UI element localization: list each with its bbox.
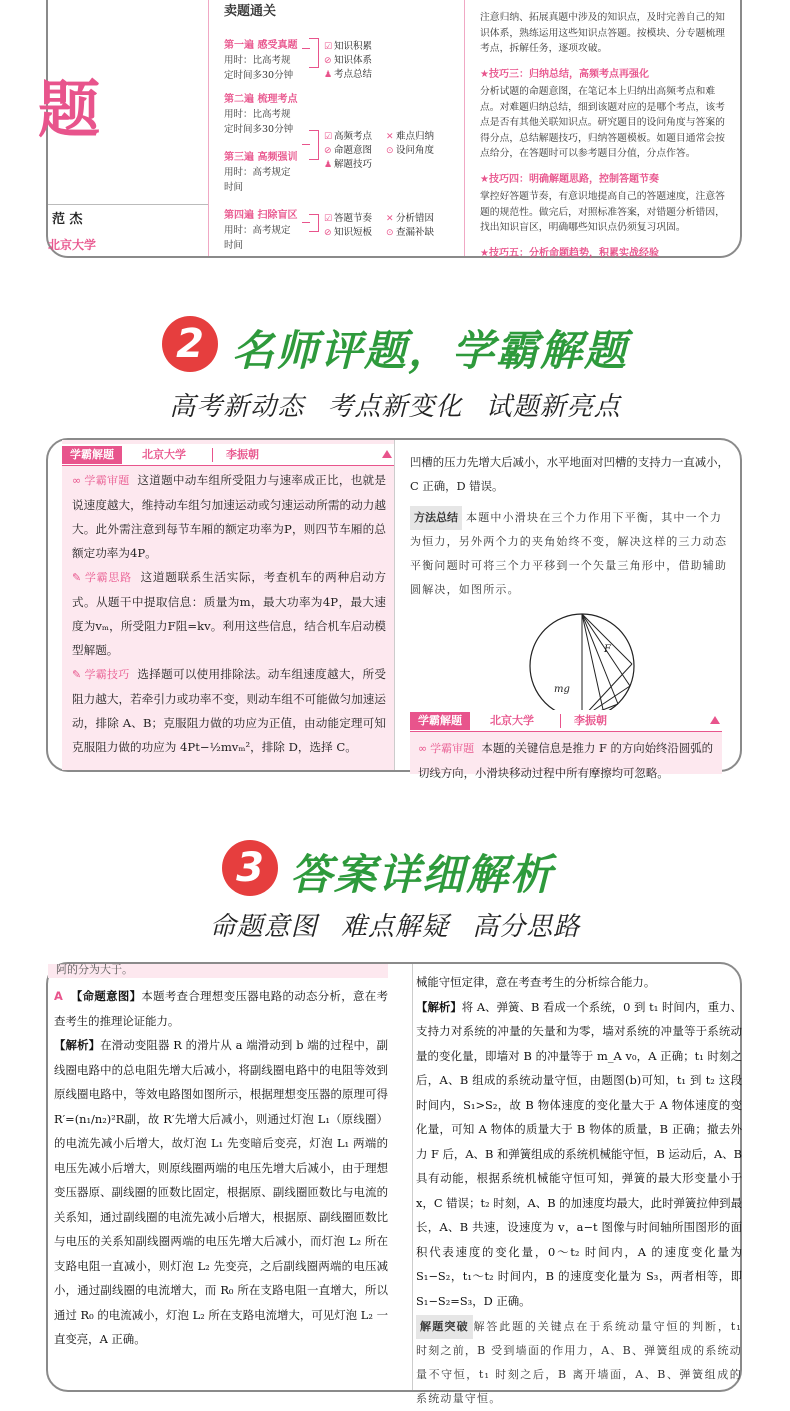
triangle-icon bbox=[710, 716, 720, 724]
paragraph: 械能守恒定律，意在考查考生的分析综合能力。 bbox=[416, 975, 656, 989]
round-time: 时间 bbox=[224, 182, 244, 193]
paragraph: 这道题联系生活实际，考查机车的两种启动方式。从题干中提取信息：质量为m，最大功率为4P，最大速度为vₘ，所受阻力F阻=kv。利用这些信息，结合机车启动模型解题。 bbox=[72, 570, 386, 657]
label-review: ∞ 学霸审题 bbox=[72, 474, 130, 487]
check-icon: ☑ bbox=[324, 132, 333, 142]
answer-right-column bbox=[416, 964, 742, 1405]
divider bbox=[412, 964, 413, 1390]
cut-text: 阿的分为大于。 bbox=[48, 964, 388, 978]
analysis-label: 【解析】 bbox=[416, 999, 462, 1014]
breakthrough-label: 解题突破 bbox=[416, 1315, 473, 1339]
round-time: 用时：高考规定 bbox=[224, 167, 291, 178]
item-fill-gap: ⊙ 查漏补缺 bbox=[386, 227, 435, 238]
bracket bbox=[309, 214, 319, 232]
people-icon: ♟ bbox=[324, 160, 333, 170]
item-high-freq: ☑ 高频考点 bbox=[324, 131, 373, 142]
solution-breakthrough bbox=[416, 1315, 742, 1411]
round-time: 定时间多30分钟 bbox=[224, 70, 294, 81]
divider bbox=[212, 448, 213, 462]
cross-icon: ✕ bbox=[386, 132, 394, 142]
tag-label: 学霸解题 bbox=[410, 712, 470, 730]
label-mg: mg bbox=[554, 684, 570, 695]
section-title: 名师评题，学霸解题 bbox=[232, 326, 629, 375]
circle-icon: ⊙ bbox=[386, 228, 394, 238]
round-time: 用时：比高考规 bbox=[224, 55, 291, 66]
answer-text bbox=[48, 978, 388, 1352]
round-title: 第四遍 扫除盲区 bbox=[224, 210, 298, 221]
round-4 bbox=[224, 206, 306, 253]
round-3 bbox=[224, 148, 306, 195]
check-icon: ☑ bbox=[324, 42, 333, 52]
solution-right-column bbox=[410, 440, 730, 780]
round-title: 第一遍 感受真题 bbox=[224, 40, 298, 51]
pen-icon: ✎ bbox=[72, 571, 82, 584]
divider bbox=[48, 204, 208, 205]
section-2-heading bbox=[0, 314, 790, 374]
item-weakness: ⊘ 知识短板 bbox=[324, 227, 373, 238]
author-school: 北京大学 bbox=[48, 238, 97, 252]
tag-school: 北京大学 bbox=[490, 714, 534, 727]
tip-4 bbox=[480, 172, 730, 236]
tip-5 bbox=[480, 246, 730, 262]
solution-text bbox=[72, 468, 386, 759]
divider bbox=[208, 0, 209, 256]
tag-person: 李振朝 bbox=[226, 448, 259, 461]
people-icon: ♟ bbox=[324, 70, 333, 80]
answer-left-column bbox=[48, 964, 388, 1390]
item-point-summary: ♟ 考点总结 bbox=[324, 69, 373, 80]
tag-school: 北京大学 bbox=[142, 448, 186, 461]
section-3-heading bbox=[0, 838, 790, 898]
section-number-badge: 2 bbox=[162, 316, 218, 372]
tip-title: ★技巧四：明确解题思路，控制答题节奏 bbox=[480, 173, 659, 185]
answer-panel bbox=[46, 962, 742, 1405]
paragraph: 选择题可以使用排除法。动车组速度越大，所受阻力越大，若牵引力或功率不变，则动车组不可能做匀加速运动，排除 A、B；克服阻力做的功应为正值，由动能定理可知克服阻力做的功应为 4Pt−½mvₘ²，排除 D，选择 C。 bbox=[72, 667, 387, 754]
item-angle: ⊙ 设问角度 bbox=[386, 145, 435, 156]
round-2 bbox=[224, 90, 306, 137]
solution-panel bbox=[46, 438, 742, 780]
cross-icon: ✕ bbox=[386, 214, 394, 224]
tip-title: ★技巧五：分析命题趋势，积累实战经验 bbox=[480, 247, 659, 259]
tip-body: 掌控好答题节奏，有意识地提高自己的答题速度，注意答题的规范性。做完后，对照标准答案，对错题分析错因，找出知识盲区，明确哪些知识点仍须复习巩固。 bbox=[480, 191, 725, 233]
item-rhythm: ☑ 答题节奏 bbox=[324, 213, 373, 224]
item-knowledge-system: ⊘ 知识体系 bbox=[324, 55, 373, 66]
tag-label: 学霸解题 bbox=[62, 446, 122, 464]
label-review: ∞ 学霸审题 bbox=[418, 742, 475, 755]
answer-letter: A bbox=[54, 989, 63, 1003]
round-time: 时间 bbox=[224, 240, 244, 251]
paragraph: 将 A、弹簧、B 看成一个系统，0 到 t₁ 时间内，重力、支持力对系统的冲量的矢量和为零，墙对系统的冲量等于系统动量的变化量，即墙对 B 的冲量等于 m_A v₀，A 正确；t₁ 时刻之后，A、B 组成的系统动量守恒，由题图(b)可知，t₁ 到 t₂ 这段时间内，S₁>S₂，故 B 物体速度的变化量大于 A 物体速度的变化量，可知 A 物体的质量大于 B 物体的质量，B 正确；撤去外力 F 后，A、B 和弹簧组成的系统机械能守恒，B 运动后，A、B 具有动能，根据系统机械能守恒可知，弹簧的最大形变量小于 x，C 错误；t₂ 时刻，A、B 的加速度均最大，此时弹簧拉伸到最长，A、B 共速，设速度为 v，a−t 图像与时间轴所围图形的面积代表速度的变化量，0～t₂ 时间内，A 的速度变化量为 S₁−S₂，t₁～t₂ 时间内，B 的速度变化量为 S₃，两者相等，即 S₁−S₂=S₃，D 正确。 bbox=[416, 999, 742, 1308]
link-icon: ⊘ bbox=[324, 146, 332, 156]
section-subtitle: 高考新动态 考点新变化 试题新亮点 bbox=[169, 392, 621, 422]
method-label: 方法总结 bbox=[410, 506, 462, 530]
paragraph: 本题的关键信息是推力 F 的方向始终沿圆弧的切线方向，小滑块移动过程中所有摩擦均可忽略。 bbox=[418, 741, 713, 780]
link-icon: ⊘ bbox=[324, 228, 332, 238]
top-panel bbox=[38, 0, 742, 259]
chain-icon: ∞ bbox=[72, 474, 82, 487]
divider bbox=[394, 440, 395, 770]
bracket bbox=[309, 130, 319, 160]
tip-body: 分析试题的命题意图，在笔记本上归纳出高频考点和难点。对难题归纳总结，细到该题对应的是哪个考点，该考点是否有其他关联知识点。研究题目的设问角度与答案的得分点，总结解题技巧，归纳答题模板。如题目通常会按点给分，在答题时可以参考题目分值，分点作答。 bbox=[480, 86, 725, 159]
xueba-solution-card bbox=[62, 440, 394, 770]
item-difficulty: ✕ 难点归纳 bbox=[386, 131, 435, 142]
method-summary bbox=[410, 506, 730, 602]
item-error-cause: ✕ 分析错因 bbox=[386, 213, 435, 224]
big-title-char: 题 bbox=[38, 73, 103, 146]
paragraph: 这道题中动车组所受阻力与速率成正比，也就是说速度越大，维持动车组匀加速运动或匀速运动所需的动力越大。此外需注意到每节车厢的额定功率为P，则四节车厢的总额定功率为4P。 bbox=[72, 473, 386, 560]
tips-column bbox=[464, 0, 744, 259]
check-icon: ☑ bbox=[324, 214, 333, 224]
paragraph: 本题中小滑块在三个力作用下平衡，其中一个力为恒力，另外两个力的夹角始终不变，解决这样的三力动态平衡问题时可将三个力平移到一个矢量三角形中，借助辅助圆解决，如图所示。 bbox=[410, 511, 728, 596]
paragraph: 凹槽的压力先增大后减小，水平地面对凹槽的支持力一直减小，C 正确，D 错误。 bbox=[410, 455, 729, 493]
paragraph: 本题考查合理想变压器电路的动态分析，意在考查考生的推理论证能力。 bbox=[54, 989, 388, 1028]
round-time: 用时：高考规定 bbox=[224, 225, 291, 236]
round-time: 定时间多30分钟 bbox=[224, 124, 294, 135]
round-time: 用时：比高考规 bbox=[224, 109, 291, 120]
paragraph: 解答此题的关键点在于系统动量守恒的判断，t₁ 时刻之前，B 受到墙面的作用力，A、B、弹簧组成的系统动量不守恒，t₁ 时刻之后，B 离开墙面，A、B、弹簧组成的系统动量守恒。 bbox=[416, 1320, 742, 1405]
triangle-icon bbox=[382, 450, 392, 458]
intent-label: 【命题意图】 bbox=[70, 989, 142, 1003]
round-1 bbox=[224, 36, 306, 83]
round-title: 第二遍 梳理考点 bbox=[224, 94, 298, 105]
paragraph: 在滑动变阻器 R 的滑片从 a 端滑动到 b 端的过程中，副线圈电路中的总电阻先增大后减小，将副线圈电路中的电阻等效到原线圈电路中，等效电路图如图所示，根据理想变压器的原理可得 R′=(n₁/n₂)²R副，故 R′先增大后减小，则通过灯泡 L₁（原线圈）的电流先减小后增大，故灯泡 L₁ 先变暗后变亮，灯泡 L₁ 两端的电压先减小后增大，则原线圈两端的电压先增大后减小，由于理想变压器原、副线圈的匝数比固定，根据原、副线圈匝数比与电流的关系知，通过副线圈的电流先减小后增大，根据原、副线圈匝数比与电压的关系知副线圈两端的电压先增大后减小，而灯泡 L₂ 所在支路电阻一直减小，则灯泡 L₂ 先变亮，之后副线圈两端的电压减小，通过副线圈的电流增大，而 R₀ 所在支路电阻一直增大，所以通过 R₀ 的电流减小，灯泡 L₂ 所在支路电流增大，可见灯泡 L₂ 一直变亮，A 正确。 bbox=[54, 1038, 388, 1346]
tag-person: 李振朝 bbox=[574, 714, 607, 727]
circle-icon: ⊙ bbox=[386, 146, 394, 156]
link-icon: ⊘ bbox=[324, 56, 332, 66]
divider bbox=[560, 714, 561, 728]
plan-title: 卖题通关 bbox=[224, 4, 277, 19]
study-plan bbox=[214, 0, 464, 256]
item-knowledge-accumulate: ☑ 知识积累 bbox=[324, 41, 373, 52]
label-technique: ✎ 学霸技巧 bbox=[72, 668, 130, 681]
author-name: 范 杰 bbox=[52, 212, 83, 227]
label-thinking: ✎ 学霸思路 bbox=[72, 571, 132, 584]
tip-3 bbox=[480, 67, 730, 162]
round-title: 第三遍 高频强训 bbox=[224, 152, 298, 163]
section-subtitle: 命题意图 难点解疑 高分思路 bbox=[209, 912, 581, 942]
chain-icon: ∞ bbox=[418, 742, 428, 755]
section-title: 答案详细解析 bbox=[290, 850, 555, 899]
tip-title: ★技巧三：归纳总结，高频考点再强化 bbox=[480, 68, 649, 80]
item-technique: ♟ 解题技巧 bbox=[324, 159, 373, 170]
author-column bbox=[38, 0, 208, 256]
tag-bar bbox=[62, 444, 394, 466]
analysis-label: 【解析】 bbox=[54, 1038, 101, 1052]
label-F: F bbox=[604, 644, 611, 655]
tip-2-body: 注意归纳、拓展真题中涉及的知识点，及时完善自己的知识体系，熟练运用这些知识点答题。按模块、分专题梳理考点，拆解任务，逐项攻破。 bbox=[480, 12, 725, 54]
bracket bbox=[309, 38, 319, 68]
answer-text bbox=[416, 964, 742, 1411]
item-intent: ⊘ 命题意图 bbox=[324, 145, 373, 156]
xueba-review-box bbox=[410, 732, 722, 780]
tag-bar bbox=[410, 710, 722, 732]
pen-icon: ✎ bbox=[72, 668, 82, 681]
section-number-badge: 3 bbox=[222, 840, 278, 896]
